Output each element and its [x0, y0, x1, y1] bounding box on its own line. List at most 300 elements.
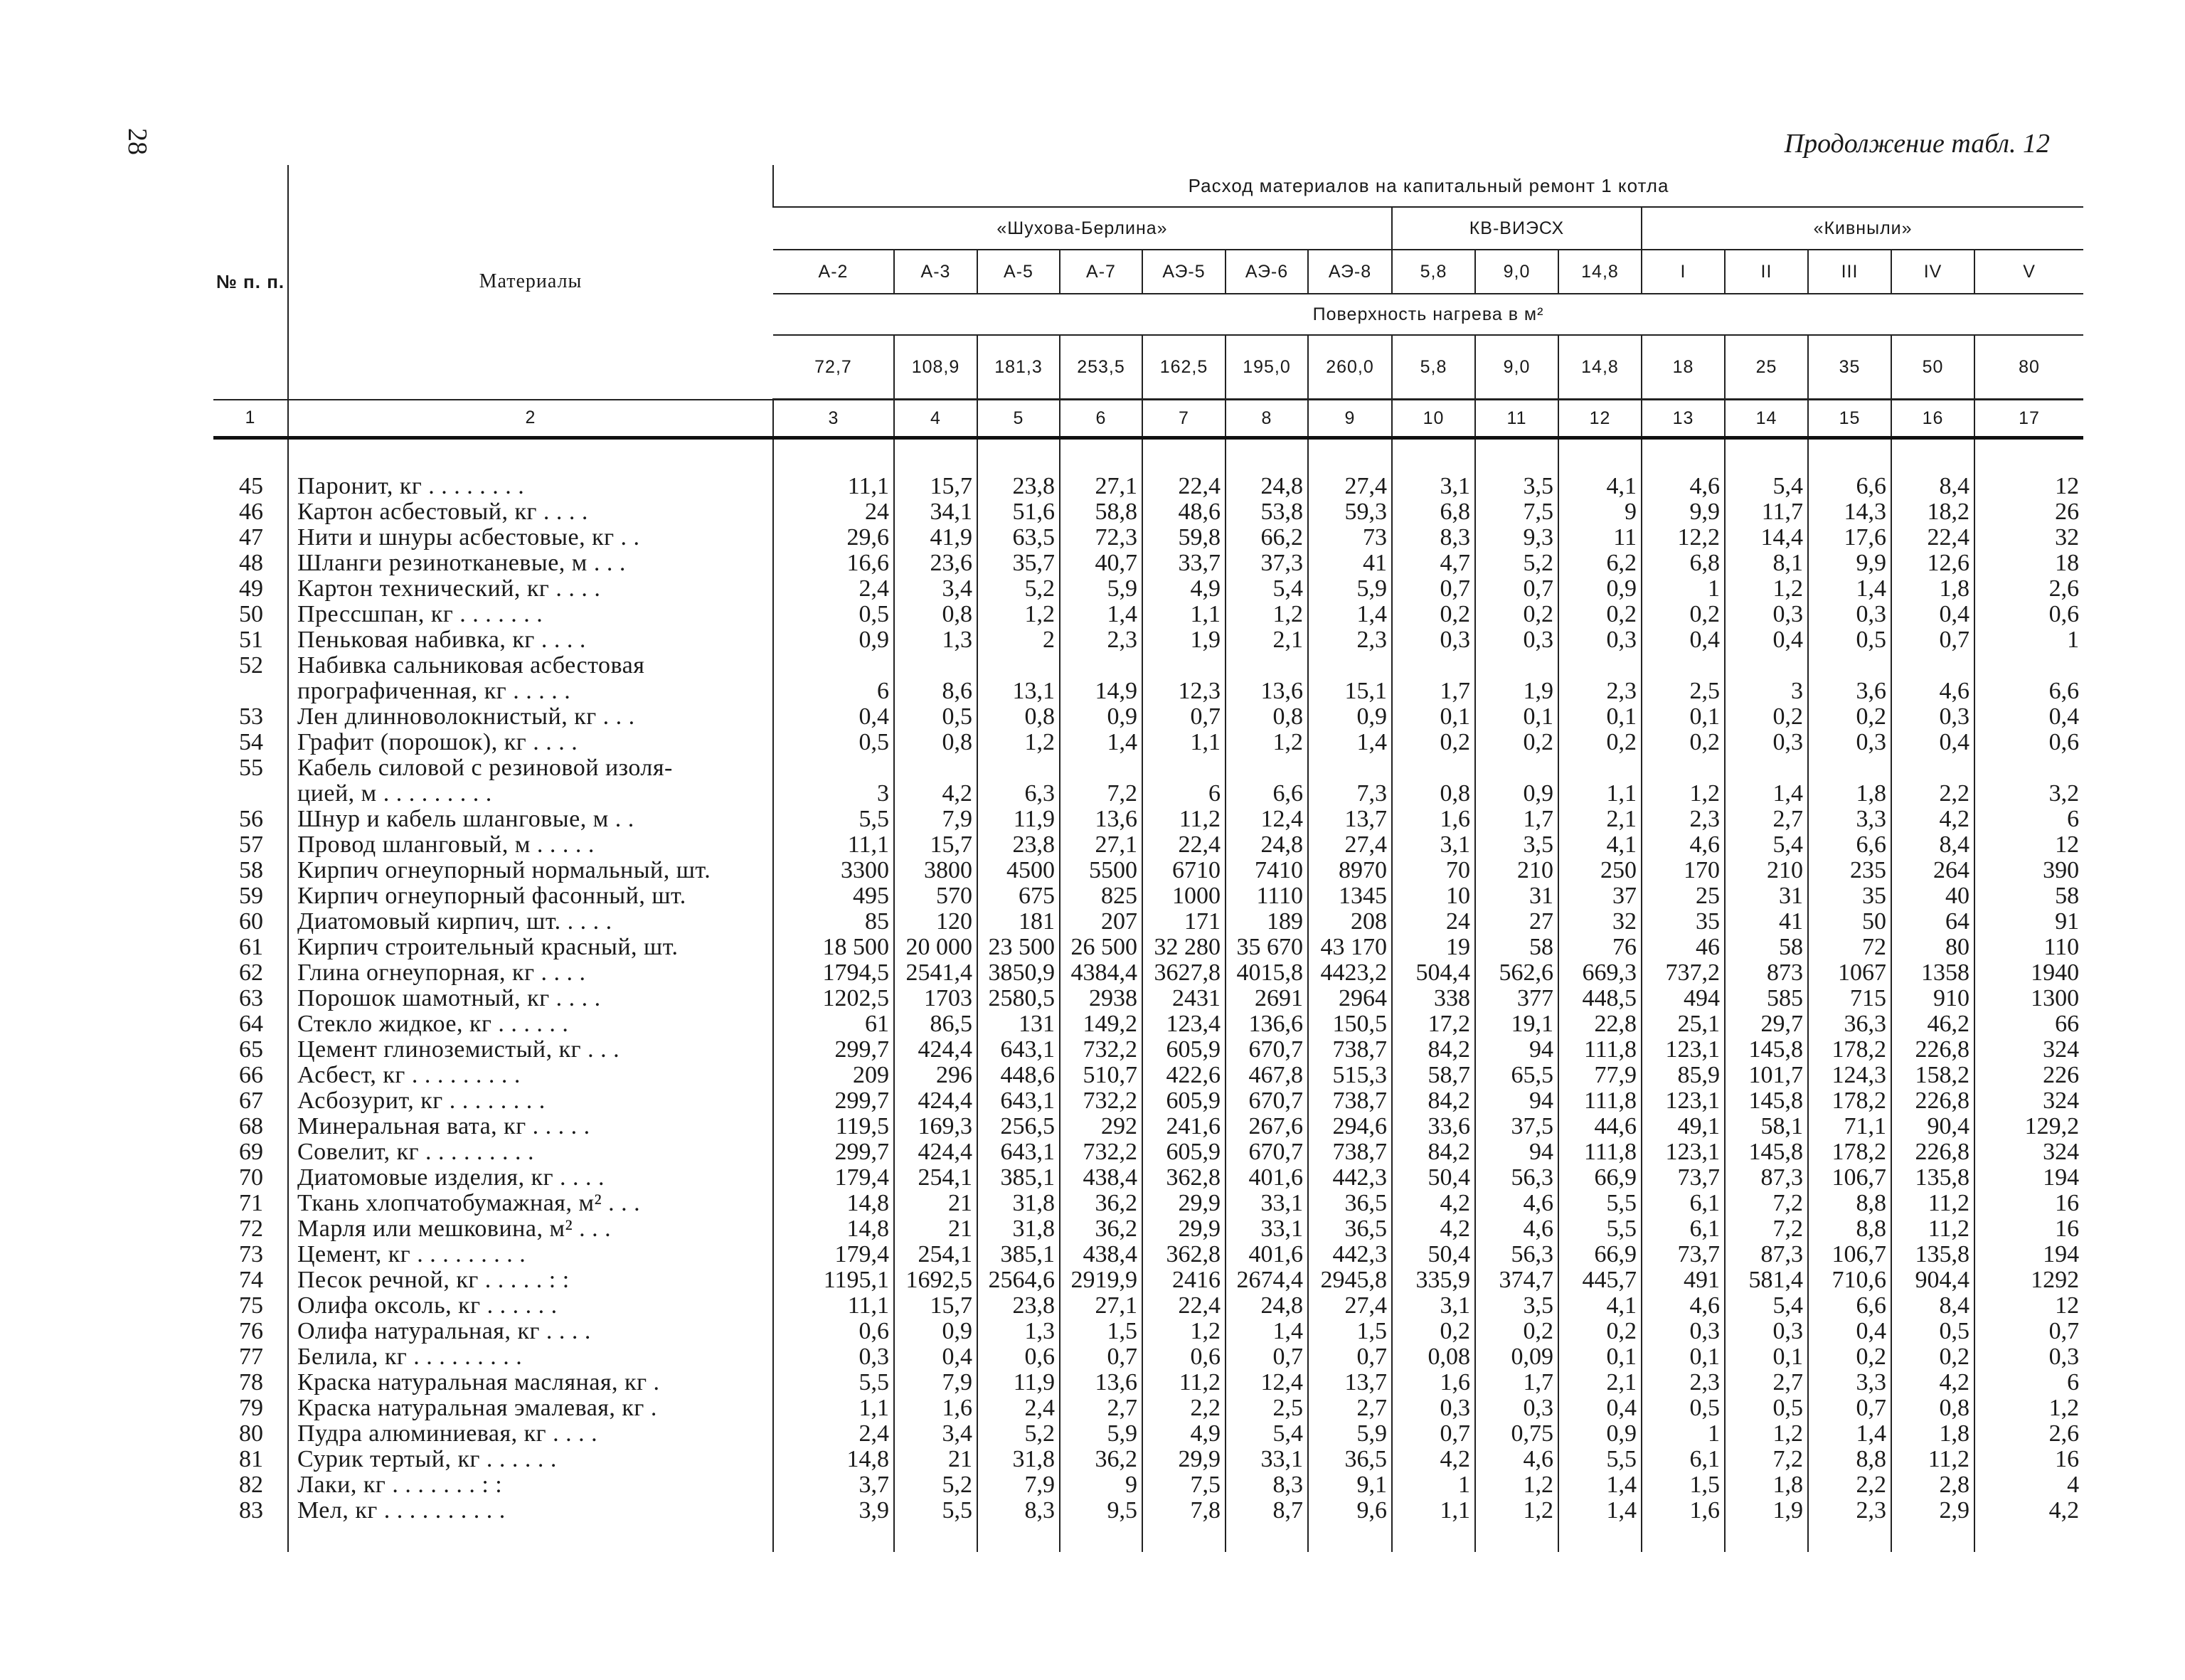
value-cell: 145,8	[1725, 1037, 1808, 1063]
value-cell: 123,1	[1642, 1139, 1725, 1165]
value-cell: 61	[773, 1011, 894, 1037]
value-cell: 0,5	[1725, 1395, 1808, 1421]
value-cell: 643,1	[977, 1139, 1060, 1165]
value-cell: 296	[894, 1063, 977, 1088]
header-surface: 14,8	[1558, 335, 1642, 400]
value-cell: 9,5	[1060, 1498, 1142, 1524]
value-cell: 2431	[1142, 986, 1226, 1011]
material-name: Совелит, кг . . . . . . . . .	[288, 1139, 773, 1165]
value-cell: 13,6	[1226, 679, 1308, 704]
value-cell: 194	[1974, 1165, 2083, 1191]
row-number: 56	[239, 807, 263, 832]
header-model: АЭ-5	[1142, 250, 1226, 294]
value-cell: 23,6	[894, 551, 977, 576]
spacer-cell	[1475, 438, 1558, 474]
value-cell: 73	[1308, 525, 1392, 551]
value-cell: 50,4	[1392, 1165, 1475, 1191]
header-model: II	[1725, 250, 1808, 294]
value-cell: 0,5	[773, 730, 894, 755]
empty-cell	[1725, 653, 1808, 679]
value-cell: 1,5	[1308, 1319, 1392, 1344]
value-cell: 12,2	[1642, 525, 1725, 551]
row-number: 67	[239, 1088, 263, 1114]
value-cell: 71,1	[1808, 1114, 1891, 1139]
table-row-continuation	[213, 781, 2083, 807]
value-cell: 6,6	[1226, 781, 1308, 807]
value-cell: 29,9	[1142, 1216, 1226, 1242]
value-cell: 87,3	[1725, 1242, 1808, 1267]
table-row	[213, 1088, 2083, 1114]
value-cell: 401,6	[1226, 1242, 1308, 1267]
row-number: 48	[239, 551, 263, 576]
value-cell: 0,7	[1226, 1344, 1308, 1370]
value-cell: 670,7	[1226, 1088, 1308, 1114]
value-cell: 5,4	[1725, 832, 1808, 858]
value-cell: 1345	[1308, 883, 1392, 909]
value-cell: 12,4	[1226, 1370, 1308, 1395]
value-cell: 11	[1558, 525, 1642, 551]
table-row	[213, 1037, 2083, 1063]
value-cell: 44,6	[1558, 1114, 1642, 1139]
value-cell: 37,5	[1475, 1114, 1558, 1139]
value-cell: 35,7	[977, 551, 1060, 576]
header-model: АЭ-6	[1226, 250, 1308, 294]
value-cell: 0,6	[1142, 1344, 1226, 1370]
value-cell: 0,2	[1808, 1344, 1891, 1370]
header-surface: 25	[1725, 335, 1808, 400]
row-number: 70	[239, 1165, 263, 1191]
empty-cell	[894, 653, 977, 679]
value-cell: 0,7	[1060, 1344, 1142, 1370]
value-cell: 11,2	[1891, 1191, 1974, 1216]
value-cell: 9,6	[1308, 1498, 1392, 1524]
value-cell: 73,7	[1642, 1242, 1725, 1267]
value-cell: 29,9	[1142, 1447, 1226, 1472]
value-cell: 1,3	[977, 1319, 1060, 1344]
value-cell: 16,6	[773, 551, 894, 576]
value-cell: 2945,8	[1308, 1267, 1392, 1293]
empty-cell	[1808, 653, 1891, 679]
spacer-cell	[1142, 438, 1226, 474]
header-group-kivnyli: «Кивныли»	[1642, 207, 2083, 250]
value-cell: 12,3	[1142, 679, 1226, 704]
value-cell: 0,3	[1558, 627, 1642, 653]
value-cell: 0,9	[1475, 781, 1558, 807]
header-surface: 80	[1974, 335, 2083, 400]
value-cell: 1,4	[1308, 730, 1392, 755]
column-index: 13	[1642, 400, 1725, 438]
value-cell: 37,3	[1226, 551, 1308, 576]
table-row	[213, 960, 2083, 986]
empty-cell	[1060, 755, 1142, 781]
value-cell: 9	[1558, 499, 1642, 525]
value-cell: 0,1	[1642, 704, 1725, 730]
table-row	[213, 1421, 2083, 1447]
empty-cell	[1392, 653, 1475, 679]
value-cell: 40	[1891, 883, 1974, 909]
value-cell: 292	[1060, 1114, 1142, 1139]
row-number: 78	[239, 1370, 263, 1395]
value-cell: 21	[894, 1191, 977, 1216]
value-cell: 6,6	[1974, 679, 2083, 704]
value-cell: 4,6	[1475, 1216, 1558, 1242]
material-name: Кирпич строительный красный, шт.	[288, 935, 773, 960]
value-cell: 72	[1808, 935, 1891, 960]
value-cell: 77,9	[1558, 1063, 1642, 1088]
spacer-cell	[1891, 438, 1974, 474]
value-cell: 0,3	[1974, 1344, 2083, 1370]
value-cell: 6,1	[1642, 1216, 1725, 1242]
row-number: 81	[239, 1447, 263, 1472]
value-cell: 1300	[1974, 986, 2083, 1011]
value-cell: 4,2	[1891, 807, 1974, 832]
value-cell: 7,2	[1060, 781, 1142, 807]
value-cell: 1,2	[1226, 602, 1308, 627]
value-cell: 2541,4	[894, 960, 977, 986]
value-cell: 2,3	[1558, 679, 1642, 704]
value-cell: 0,4	[1891, 602, 1974, 627]
value-cell: 3,7	[773, 1472, 894, 1498]
value-cell: 0,7	[1392, 576, 1475, 602]
row-number: 46	[239, 499, 263, 525]
value-cell: 135,8	[1891, 1165, 1974, 1191]
value-cell: 19	[1392, 935, 1475, 960]
value-cell: 5,4	[1226, 1421, 1308, 1447]
material-name: Мел, кг . . . . . . . . . .	[288, 1498, 773, 1524]
value-cell: 390	[1974, 858, 2083, 883]
value-cell: 35 670	[1226, 935, 1308, 960]
value-cell: 4,2	[1392, 1216, 1475, 1242]
table-row	[213, 1139, 2083, 1165]
value-cell: 84,2	[1392, 1088, 1475, 1114]
value-cell: 49,1	[1642, 1114, 1725, 1139]
value-cell: 1,8	[1891, 1421, 1974, 1447]
value-cell: 2,3	[1060, 627, 1142, 653]
bottom-cell	[1142, 1524, 1226, 1552]
value-cell: 2,7	[1725, 1370, 1808, 1395]
value-cell: 34,1	[894, 499, 977, 525]
table-row	[213, 1293, 2083, 1319]
value-cell: 6	[773, 679, 894, 704]
value-cell: 53,8	[1226, 499, 1308, 525]
value-cell: 66,2	[1226, 525, 1308, 551]
value-cell: 0,3	[773, 1344, 894, 1370]
row-number-blank	[213, 781, 288, 807]
spacer-cell	[1642, 438, 1725, 474]
value-cell: 6,2	[1558, 551, 1642, 576]
value-cell: 169,3	[894, 1114, 977, 1139]
value-cell: 299,7	[773, 1037, 894, 1063]
material-name: Картон асбестовый, кг . . . .	[288, 499, 773, 525]
value-cell: 1,2	[1642, 781, 1725, 807]
value-cell: 5500	[1060, 858, 1142, 883]
value-cell: 6,3	[977, 781, 1060, 807]
material-name: Паронит, кг . . . . . . . .	[288, 474, 773, 499]
header-surface: 72,7	[773, 335, 894, 400]
value-cell: 12	[1974, 474, 2083, 499]
table-row	[213, 1498, 2083, 1524]
value-cell: 179,4	[773, 1242, 894, 1267]
value-cell: 0,08	[1392, 1344, 1475, 1370]
value-cell: 12	[1974, 1293, 2083, 1319]
value-cell: 158,2	[1891, 1063, 1974, 1088]
value-cell: 31,8	[977, 1447, 1060, 1472]
table-row	[213, 1165, 2083, 1191]
value-cell: 24,8	[1226, 474, 1308, 499]
spacer-cell	[1060, 438, 1142, 474]
header-model: А-3	[894, 250, 977, 294]
value-cell: 11,2	[1891, 1216, 1974, 1242]
value-cell: 18 500	[773, 935, 894, 960]
row-number: 76	[239, 1319, 263, 1344]
value-cell: 31,8	[977, 1216, 1060, 1242]
bottom-cell	[1642, 1524, 1725, 1552]
value-cell: 0,2	[1475, 730, 1558, 755]
value-cell: 0,4	[1558, 1395, 1642, 1421]
header-model: А-7	[1060, 250, 1142, 294]
value-cell: 0,6	[1974, 602, 2083, 627]
value-cell: 41	[1308, 551, 1392, 576]
value-cell: 910	[1891, 986, 1974, 1011]
value-cell: 72,3	[1060, 525, 1142, 551]
value-cell: 0,5	[1642, 1395, 1725, 1421]
spacer-row	[213, 438, 2083, 474]
table-caption: Продолжение табл. 12	[1784, 129, 2050, 159]
value-cell: 94	[1475, 1139, 1558, 1165]
value-cell: 1,2	[1475, 1498, 1558, 1524]
table-row-continuation	[213, 679, 2083, 704]
material-name: Ткань хлопчатобумажная, м² . . .	[288, 1191, 773, 1216]
value-cell: 1,4	[1558, 1498, 1642, 1524]
empty-cell	[1891, 653, 1974, 679]
bottom-cell	[1808, 1524, 1891, 1552]
value-cell: 510,7	[1060, 1063, 1142, 1088]
value-cell: 1,7	[1392, 679, 1475, 704]
value-cell: 2,2	[1808, 1472, 1891, 1498]
value-cell: 2,8	[1891, 1472, 1974, 1498]
value-cell: 3,3	[1808, 807, 1891, 832]
value-cell: 178,2	[1808, 1037, 1891, 1063]
table-row	[213, 1063, 2083, 1088]
value-cell: 31,8	[977, 1191, 1060, 1216]
material-name: Цемент глиноземистый, кг . . .	[288, 1037, 773, 1063]
value-cell: 715	[1808, 986, 1891, 1011]
value-cell: 11,1	[773, 474, 894, 499]
value-cell: 2,2	[1891, 781, 1974, 807]
value-cell: 424,4	[894, 1139, 977, 1165]
row-number: 57	[239, 832, 263, 858]
value-cell: 2,7	[1060, 1395, 1142, 1421]
value-cell: 1,4	[1060, 602, 1142, 627]
value-cell: 6,6	[1808, 474, 1891, 499]
value-cell: 8,4	[1891, 474, 1974, 499]
value-cell: 37	[1558, 883, 1642, 909]
value-cell: 9,1	[1308, 1472, 1392, 1498]
spacer-cell	[1392, 438, 1475, 474]
value-cell: 58,8	[1060, 499, 1142, 525]
value-cell: 123,1	[1642, 1088, 1725, 1114]
value-cell: 6	[1974, 1370, 2083, 1395]
bottom-cell	[1891, 1524, 1974, 1552]
material-name: Глина огнеупорная, кг . . . .	[288, 960, 773, 986]
value-cell: 111,8	[1558, 1088, 1642, 1114]
value-cell: 3,4	[894, 576, 977, 602]
value-cell: 0,8	[1891, 1395, 1974, 1421]
value-cell: 422,6	[1142, 1063, 1226, 1088]
table-row	[213, 883, 2083, 909]
value-cell: 36,2	[1060, 1216, 1142, 1242]
empty-cell	[1475, 755, 1558, 781]
value-cell: 448,6	[977, 1063, 1060, 1088]
header-model: А-5	[977, 250, 1060, 294]
row-number: 83	[239, 1498, 263, 1524]
material-name: Асбозурит, кг . . . . . . . .	[288, 1088, 773, 1114]
value-cell: 0,3	[1808, 730, 1891, 755]
empty-cell	[773, 755, 894, 781]
value-cell: 0,9	[1558, 576, 1642, 602]
value-cell: 737,2	[1642, 960, 1725, 986]
empty-cell	[1891, 755, 1974, 781]
value-cell: 0,2	[1475, 1319, 1558, 1344]
value-cell: 36,3	[1808, 1011, 1891, 1037]
value-cell: 1,1	[1142, 730, 1226, 755]
value-cell: 50	[1808, 909, 1891, 935]
value-cell: 3	[1725, 679, 1808, 704]
value-cell: 0,2	[1558, 730, 1642, 755]
spacer-cell	[1226, 438, 1308, 474]
header-model: 5,8	[1392, 250, 1475, 294]
bottom-cell	[213, 1524, 288, 1552]
header-model: I	[1642, 250, 1725, 294]
value-cell: 2938	[1060, 986, 1142, 1011]
value-cell: 0,8	[1392, 781, 1475, 807]
value-cell: 2,5	[1226, 1395, 1308, 1421]
value-cell: 235	[1808, 858, 1891, 883]
value-cell: 59,3	[1308, 499, 1392, 525]
value-cell: 5,5	[894, 1498, 977, 1524]
value-cell: 58,7	[1392, 1063, 1475, 1088]
row-number: 71	[239, 1191, 263, 1216]
value-cell: 3	[773, 781, 894, 807]
value-cell: 120	[894, 909, 977, 935]
value-cell: 8,8	[1808, 1216, 1891, 1242]
value-cell: 1,4	[1060, 730, 1142, 755]
row-number: 53	[239, 704, 263, 730]
value-cell: 1,1	[1392, 1498, 1475, 1524]
value-cell: 210	[1475, 858, 1558, 883]
table-row	[213, 1114, 2083, 1139]
value-cell: 17,2	[1392, 1011, 1475, 1037]
material-name: Марля или мешковина, м² . . .	[288, 1216, 773, 1242]
value-cell: 515,3	[1308, 1063, 1392, 1088]
value-cell: 7,9	[894, 1370, 977, 1395]
value-cell: 63,5	[977, 525, 1060, 551]
value-cell: 12,4	[1226, 807, 1308, 832]
value-cell: 70	[1392, 858, 1475, 883]
table-row	[213, 986, 2083, 1011]
value-cell: 670,7	[1226, 1139, 1308, 1165]
value-cell: 0,3	[1808, 602, 1891, 627]
value-cell: 33,7	[1142, 551, 1226, 576]
value-cell: 36,5	[1308, 1447, 1392, 1472]
value-cell: 15,1	[1308, 679, 1392, 704]
value-cell: 1,2	[1226, 730, 1308, 755]
spacer-cell	[1725, 438, 1808, 474]
value-cell: 1,1	[1558, 781, 1642, 807]
value-cell: 15,7	[894, 832, 977, 858]
value-cell: 2919,9	[1060, 1267, 1142, 1293]
spacer-cell	[1558, 438, 1642, 474]
value-cell: 873	[1725, 960, 1808, 986]
table-row	[213, 576, 2083, 602]
material-name-continued: цией, м . . . . . . . . .	[288, 781, 773, 807]
value-cell: 0,1	[1725, 1344, 1808, 1370]
value-cell: 27,1	[1060, 1293, 1142, 1319]
value-cell: 2,5	[1642, 679, 1725, 704]
value-cell: 605,9	[1142, 1139, 1226, 1165]
value-cell: 294,6	[1308, 1114, 1392, 1139]
value-cell: 6,6	[1808, 1293, 1891, 1319]
bottom-cell	[773, 1524, 894, 1552]
value-cell: 0,6	[977, 1344, 1060, 1370]
value-cell: 11,2	[1142, 807, 1226, 832]
table-row	[213, 1216, 2083, 1242]
value-cell: 26	[1974, 499, 2083, 525]
value-cell: 0,3	[1891, 704, 1974, 730]
value-cell: 7,2	[1725, 1447, 1808, 1472]
value-cell: 58	[1974, 883, 2083, 909]
value-cell: 36,5	[1308, 1191, 1392, 1216]
value-cell: 10	[1392, 883, 1475, 909]
value-cell: 491	[1642, 1267, 1725, 1293]
value-cell: 4,6	[1475, 1447, 1558, 1472]
value-cell: 101,7	[1725, 1063, 1808, 1088]
value-cell: 438,4	[1060, 1165, 1142, 1191]
empty-cell	[1974, 653, 2083, 679]
value-cell: 11,9	[977, 807, 1060, 832]
value-cell: 5,9	[1308, 1421, 1392, 1447]
value-cell: 145,8	[1725, 1139, 1808, 1165]
value-cell: 2,9	[1891, 1498, 1974, 1524]
table-row	[213, 1370, 2083, 1395]
value-cell: 149,2	[1060, 1011, 1142, 1037]
value-cell: 1	[1974, 627, 2083, 653]
value-cell: 26 500	[1060, 935, 1142, 960]
value-cell: 4015,8	[1226, 960, 1308, 986]
bottom-cell	[1060, 1524, 1142, 1552]
value-cell: 6	[1142, 781, 1226, 807]
value-cell: 0,4	[773, 704, 894, 730]
value-cell: 2,6	[1974, 576, 2083, 602]
value-cell: 1,4	[1226, 1319, 1308, 1344]
row-number: 47	[239, 525, 263, 551]
value-cell: 48,6	[1142, 499, 1226, 525]
row-number: 45	[239, 474, 263, 499]
material-name: Картон технический, кг . . . .	[288, 576, 773, 602]
value-cell: 5,2	[1475, 551, 1558, 576]
value-cell: 123,4	[1142, 1011, 1226, 1037]
value-cell: 3300	[773, 858, 894, 883]
table-row	[213, 525, 2083, 551]
value-cell: 46,2	[1891, 1011, 1974, 1037]
value-cell: 8,8	[1808, 1191, 1891, 1216]
table-row	[213, 627, 2083, 653]
value-cell: 12	[1974, 832, 2083, 858]
value-cell: 9,3	[1475, 525, 1558, 551]
value-cell: 2,3	[1308, 627, 1392, 653]
value-cell: 1,7	[1475, 807, 1558, 832]
table-row	[213, 1344, 2083, 1370]
